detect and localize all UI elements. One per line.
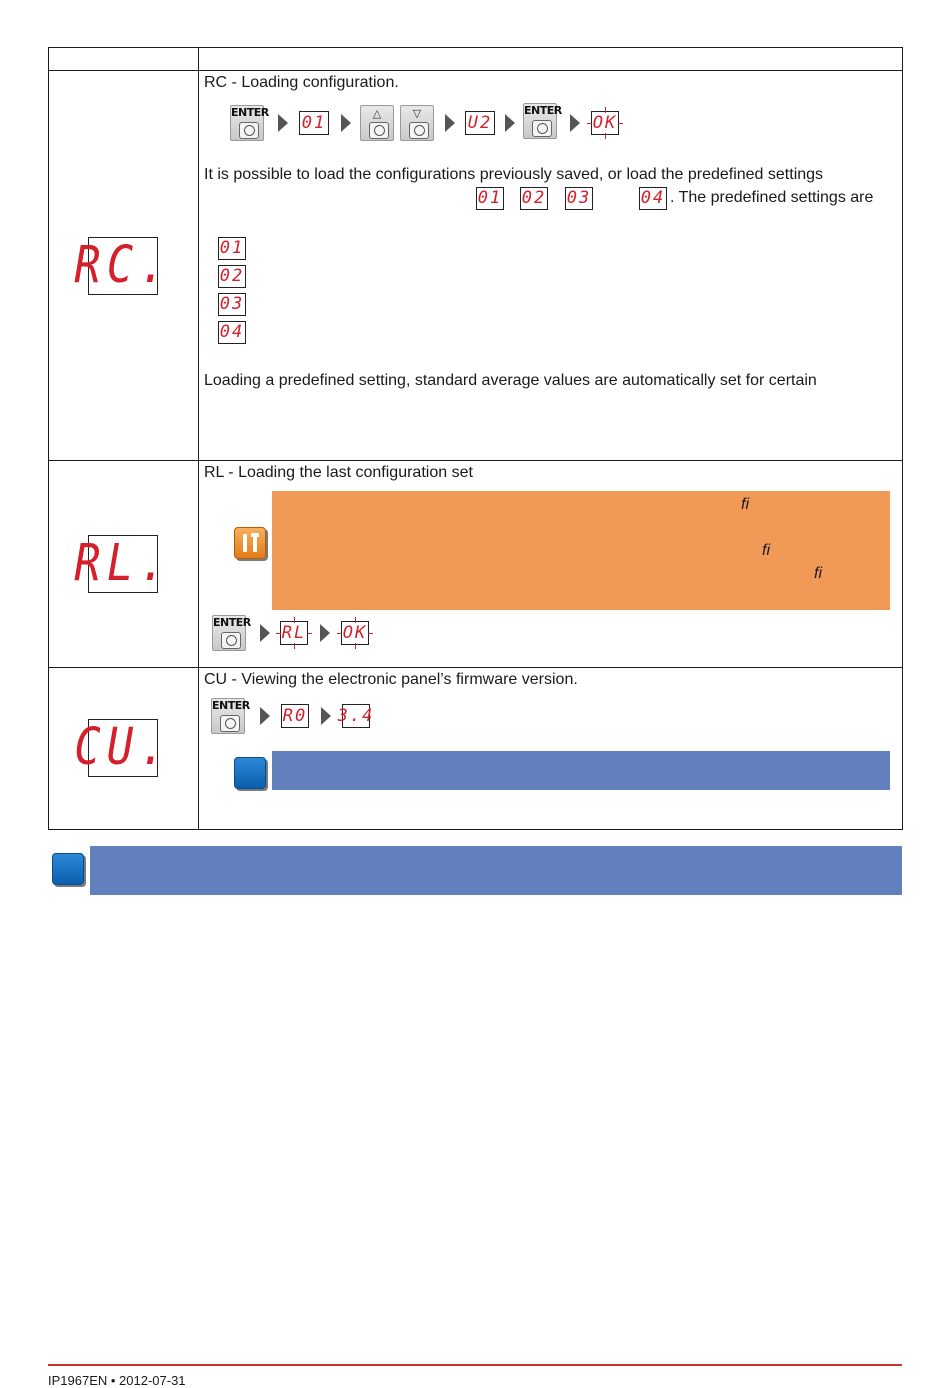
table-top-border xyxy=(48,47,903,48)
bottom-info-note-box xyxy=(90,846,902,895)
footer-doc-id: IP1967EN • 2012-07-31 xyxy=(48,1373,186,1388)
rc-display: RC. xyxy=(74,236,172,295)
inline-chip-04: 04 xyxy=(640,188,666,208)
next-arrow-icon xyxy=(321,707,331,725)
enter-key-icon: ENTER xyxy=(230,105,264,141)
footer-rule xyxy=(48,1364,902,1366)
row-divider-rl-cu xyxy=(48,667,903,668)
display-chip-version: 3.4 xyxy=(342,704,370,728)
next-arrow-icon xyxy=(320,624,330,642)
display-chip-01: 01 xyxy=(299,111,329,135)
down-key-icon: ▽ xyxy=(400,105,434,141)
info-note-box xyxy=(272,751,890,790)
rl-title: RL - Loading the last configuration set xyxy=(204,464,473,481)
display-chip-r0: R0 xyxy=(281,704,309,728)
note-glyph: fi xyxy=(762,542,770,559)
row-divider-rc-rl xyxy=(48,460,903,461)
display-chip-u2: U2 xyxy=(465,111,495,135)
enter-key-icon: ENTER xyxy=(523,103,557,139)
preset-chip-03: 03 xyxy=(219,294,245,314)
next-arrow-icon xyxy=(260,707,270,725)
inline-chip-01: 01 xyxy=(477,188,503,208)
display-chip-ok-blinking: OK xyxy=(341,621,369,645)
inline-chip-02: 02 xyxy=(521,188,547,208)
next-arrow-icon xyxy=(570,114,580,132)
table-bottom-border xyxy=(48,829,903,830)
next-arrow-icon xyxy=(278,114,288,132)
next-arrow-icon xyxy=(260,624,270,642)
rc-paragraph-line: Loading a predefined setting, standard average values are automatically set for certain xyxy=(204,372,817,389)
next-arrow-icon xyxy=(341,114,351,132)
rc-paragraph-line: . The predefined settings are xyxy=(670,189,874,206)
note-glyph: fi xyxy=(814,565,822,582)
next-arrow-icon xyxy=(445,114,455,132)
enter-key-icon: ENTER xyxy=(211,698,245,734)
warning-note-box xyxy=(272,491,890,610)
enter-key-icon: ENTER xyxy=(212,615,246,651)
info-icon xyxy=(52,853,84,885)
preset-chip-01: 01 xyxy=(219,238,245,258)
display-chip-ok-blinking: OK xyxy=(591,111,619,135)
cu-title: CU - Viewing the electronic panel’s firmware version. xyxy=(204,671,578,688)
table-left-border xyxy=(48,47,49,830)
table-right-border xyxy=(902,47,903,830)
rc-paragraph-line: It is possible to load the configurations previously saved, or load the predefined settings xyxy=(204,166,824,183)
rc-title: RC - Loading configuration. xyxy=(204,74,399,91)
preset-chip-02: 02 xyxy=(219,266,245,286)
next-arrow-icon xyxy=(505,114,515,132)
display-chip-rl-blinking: RL xyxy=(280,621,308,645)
table-header-border xyxy=(48,70,903,71)
cu-display: CU. xyxy=(74,718,172,777)
info-icon xyxy=(234,757,266,789)
preset-chip-04: 04 xyxy=(219,322,245,342)
rl-display: RL. xyxy=(74,534,172,593)
tools-warning-icon xyxy=(234,527,266,559)
table-column-divider xyxy=(198,47,199,830)
inline-chip-03: 03 xyxy=(566,188,592,208)
note-glyph: fi xyxy=(741,496,749,513)
up-key-icon: △ xyxy=(360,105,394,141)
